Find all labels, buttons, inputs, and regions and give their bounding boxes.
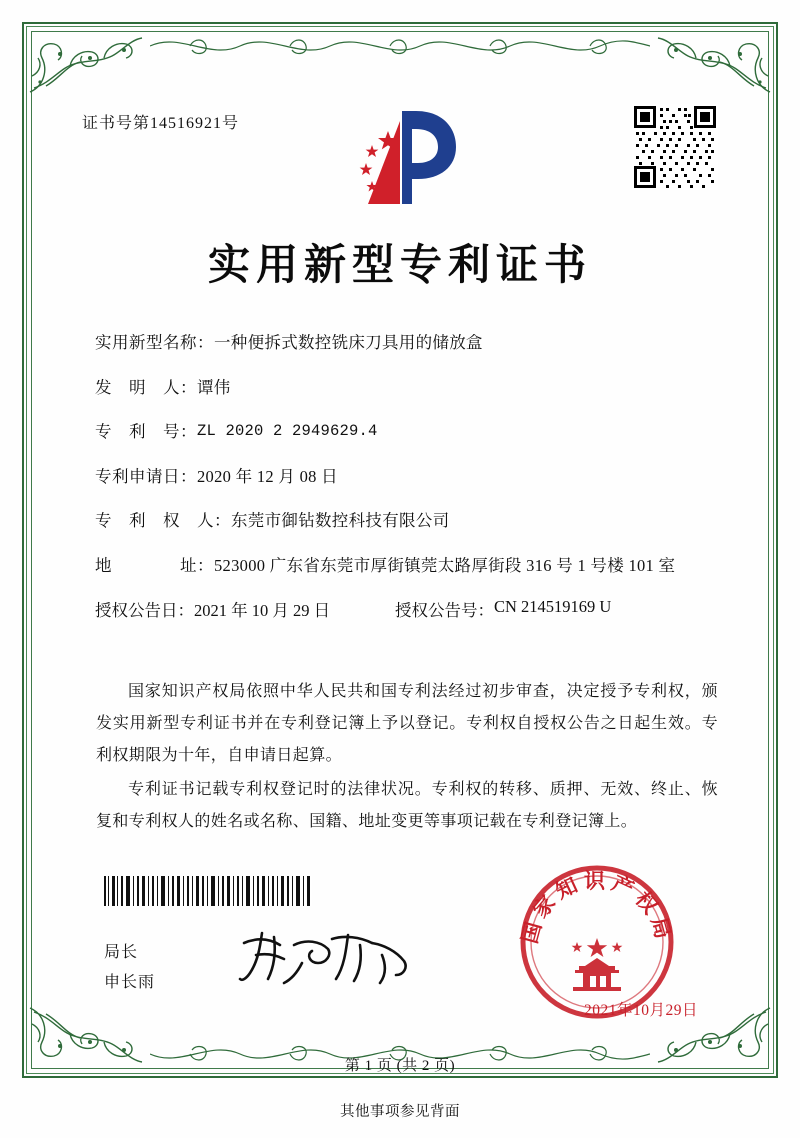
qr-code-icon [632, 104, 718, 190]
field-value: 2021 年 10 月 29 日 [194, 601, 331, 621]
field-announcement-date [95, 597, 395, 621]
body-text [96, 676, 718, 840]
field-patent-number [95, 419, 720, 445]
certificate-number: 证书号第14516921号 [82, 115, 240, 132]
director-name: 申长雨 [104, 973, 156, 991]
field-value: 523000 广东省东莞市厚街镇莞太路厚街段 316 号 1 号楼 101 室 [214, 555, 676, 575]
field-label: 专 利 号： [95, 422, 197, 442]
field-value: CN 214519169 U [494, 597, 612, 617]
barcode-icon [104, 876, 312, 906]
seal-date: 2021年10月29日 [583, 1002, 698, 1019]
paragraph-registry: 专利证书记载专利权登记时的法律状况。专利权的转移、质押、无效、终止、恢复和专利权人的姓名或名称、国籍、地址变更等事项记载在专利登记簿上。 [96, 781, 718, 830]
field-address [95, 553, 720, 579]
svg-text:国家知识产权局: 国家知识产权局 [517, 868, 677, 947]
field-label: 实用新型名称： [95, 333, 214, 352]
field-label: 发 明 人： [95, 377, 197, 397]
field-list [95, 330, 720, 639]
signature-block [104, 938, 155, 997]
page-title: 实用新型专利证书 [207, 240, 592, 289]
field-value: 一种便拆式数控铣床刀具用的储放盒 [214, 333, 483, 352]
field-application-date [95, 464, 720, 490]
paragraph-grant: 国家知识产权局依照中华人民共和国专利法经过初步审查，决定授予专利权，颁发实用新型专利证书并在专利登记簿上予以登记。专利权自授权公告之日起生效。专利权期限为十年，自申请日起算。 [96, 683, 718, 764]
field-inventor [95, 375, 720, 401]
back-side-note: 其他事项参见背面 [340, 1104, 460, 1120]
field-label: 授权公告号： [395, 601, 494, 621]
field-label: 授权公告日： [95, 601, 194, 621]
director-title-label: 局长 [104, 944, 139, 961]
field-label: 专 利 权 人： [95, 511, 231, 531]
field-label: 地 址： [95, 555, 214, 575]
cnipa-logo-icon [344, 105, 464, 210]
field-announcement-number [395, 597, 720, 621]
field-patentee [95, 508, 720, 534]
field-value: 谭伟 [197, 377, 231, 397]
field-label: 专利申请日： [95, 466, 197, 486]
border-vine-top [150, 28, 650, 64]
page-number: 第 1 页 (共 2 页) [344, 1058, 456, 1074]
handwritten-signature-icon [236, 925, 416, 989]
field-utility-model-name [95, 330, 720, 356]
field-value: 2020 年 12 月 08 日 [197, 466, 338, 486]
field-grant-row [95, 597, 720, 621]
field-value: 东莞市御钻数控科技有限公司 [231, 511, 450, 531]
field-value: ZL 2020 2 2949629.4 [197, 422, 378, 441]
